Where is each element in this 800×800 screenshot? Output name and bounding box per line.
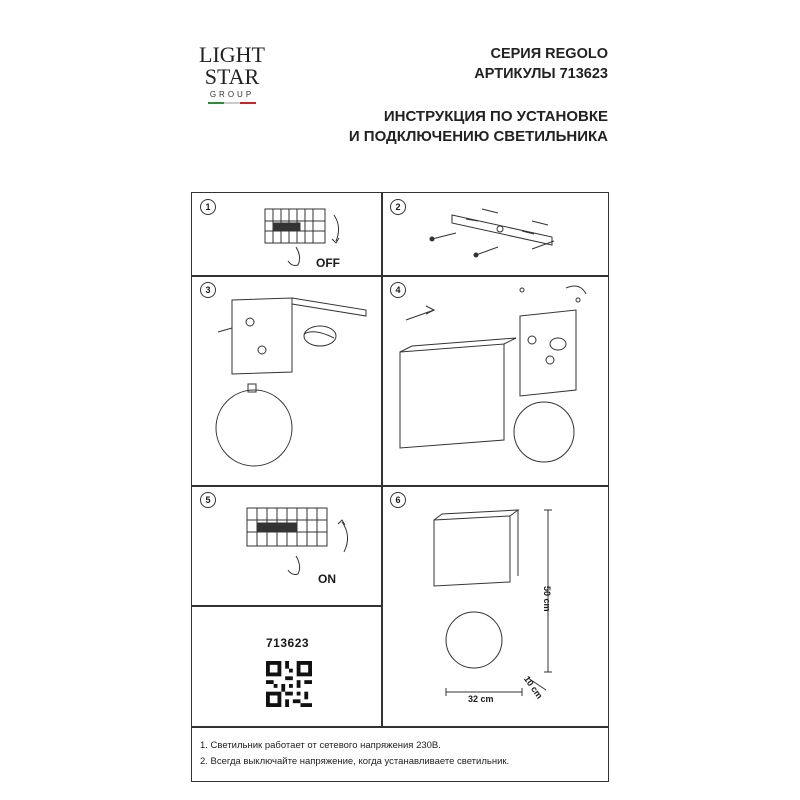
italian-flag-icon — [196, 102, 268, 104]
step-6-panel — [382, 486, 610, 726]
note-2: 2. Всегда выключайте напряжение, когда устанавливаете светильник. — [200, 756, 510, 767]
logo-line-group: GROUP — [209, 90, 255, 99]
circuit-breaker-off-illustration — [192, 193, 381, 275]
step-number: 3 — [200, 282, 216, 298]
step-number: 6 — [390, 492, 406, 508]
instruction-grid — [191, 192, 609, 782]
step-number: 1 — [200, 199, 216, 215]
off-label: OFF — [316, 256, 340, 270]
step-number: 2 — [390, 199, 406, 215]
step-number: 4 — [390, 282, 406, 298]
on-label: ON — [318, 572, 336, 586]
qr-code-icon[interactable] — [266, 661, 312, 707]
series-title: СЕРИЯ REGOLO — [490, 46, 608, 62]
step-5-panel — [192, 486, 381, 605]
note-1: 1. Светильник работает от сетевого напряжения 230В. — [200, 740, 441, 751]
step-2-panel — [382, 193, 610, 275]
depth-dimension: 10 cm — [521, 674, 545, 701]
step-4-panel — [382, 276, 610, 485]
step-1-panel — [192, 193, 381, 275]
article-number: АРТИКУЛЫ 713623 — [474, 66, 608, 82]
article-code: 713623 — [266, 636, 310, 650]
grid-divider-notes — [192, 726, 608, 728]
brand-logo — [196, 44, 268, 130]
lamp-dimensions-illustration — [382, 486, 610, 726]
logo-line-light: LIGHT — [199, 42, 265, 67]
step-number: 5 — [200, 492, 216, 508]
width-dimension: 32 cm — [468, 694, 494, 704]
circuit-breaker-on-illustration — [192, 486, 381, 605]
notes-section — [200, 738, 509, 770]
lamp-assembly-illustration — [382, 276, 610, 485]
instruction-title-line1: ИНСТРУКЦИЯ ПО УСТАНОВКЕ — [383, 108, 608, 125]
wiring-connection-illustration — [192, 276, 381, 485]
mounting-bracket-illustration — [382, 193, 610, 275]
logo-line-star: STAR — [204, 64, 260, 89]
step-3-panel — [192, 276, 381, 485]
instruction-title-line2: И ПОДКЛЮЧЕНИЮ СВЕТИЛЬНИКА — [348, 128, 608, 145]
height-dimension: 50 cm — [542, 586, 552, 612]
